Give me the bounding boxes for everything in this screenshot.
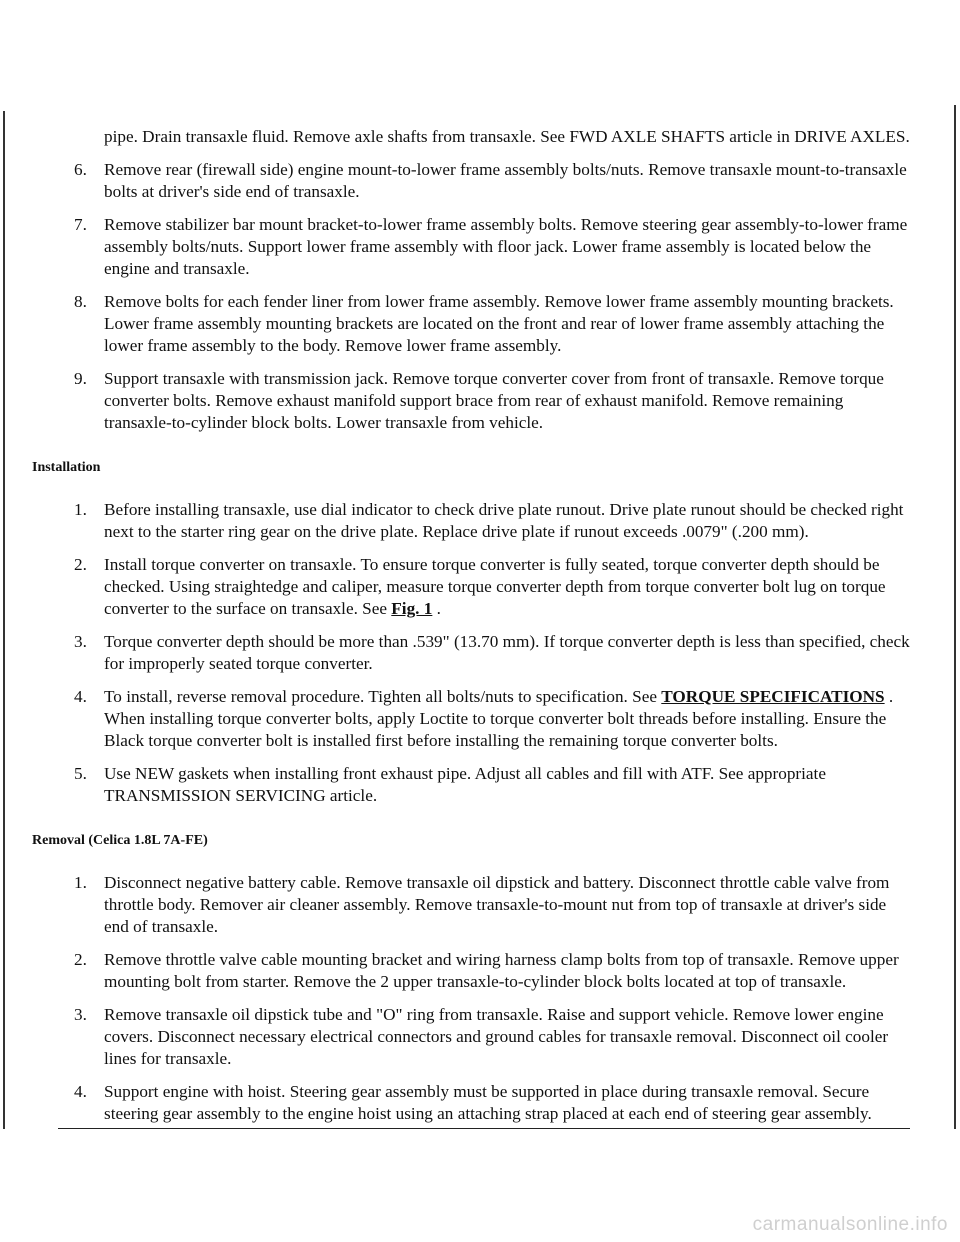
- step-number: 1.: [74, 500, 87, 519]
- celica-removal-step: [32, 949, 912, 993]
- removal-step: [32, 159, 912, 203]
- fig-1-link[interactable]: Fig. 1: [391, 599, 433, 618]
- celica-removal-step: [32, 1004, 912, 1070]
- celica-removal-step: [32, 872, 912, 938]
- removal-step: [32, 291, 912, 357]
- installation-step: [32, 499, 912, 543]
- site-watermark: carmanualsonline.info: [752, 1214, 948, 1235]
- step-number: 6.: [74, 160, 87, 179]
- installation-step: [32, 763, 912, 807]
- installation-step: [32, 631, 912, 675]
- step-text: Remove bolts for each fender liner from lower frame assembly. Remove lower frame assembly mounting brackets. Lower frame assembly mounting brackets are located on the front and rear of lower frame assembly attaching the lower frame assembly to the body. Remove lower frame assembly.: [104, 292, 894, 355]
- step-text: Support engine with hoist. Steering gear assembly must be supported in place during transaxle removal. Secure steering gear assembly to the engine hoist using an attaching strap placed at each end of steering gear assembly.: [104, 1082, 872, 1123]
- step-number: 9.: [74, 369, 87, 388]
- page-bottom-rule: [58, 1128, 910, 1129]
- installation-step: [32, 686, 912, 752]
- step-text-end: .: [432, 599, 441, 618]
- step-text-end: . When installing torque converter bolts, apply Loctite to torque converter bolt threads before installing. Ensure the Black torque converter bolt is installed first before installing the remaining torque converter bolts.: [104, 687, 894, 750]
- step-number: 2.: [74, 950, 87, 969]
- celica-removal-step: [32, 1081, 912, 1125]
- page-left-border: [3, 111, 5, 1129]
- installation-heading: Installation: [32, 460, 101, 475]
- step-text: Disconnect negative battery cable. Remove transaxle oil dipstick and battery. Disconnect throttle cable valve from throttle body. Remover air cleaner assembly. Remove transaxle-to-mount nut from top of transaxle at driver's side end of transaxle.: [104, 873, 890, 936]
- step-number: 5.: [74, 764, 87, 783]
- step-text: Remove throttle valve cable mounting bracket and wiring harness clamp bolts from top of transaxle. Remove upper mounting bolt from starter. Remove the 2 upper transaxle-to-cylinder block bolts located at top of transaxle.: [104, 950, 899, 991]
- step-text: Support transaxle with transmission jack. Remove torque converter cover from front of transaxle. Remove torque converter bolts. Remove exhaust manifold support brace from rear of exhaust manifold. Remove remaining transaxle-to-cylinder block bolts. Lower transaxle from vehicle.: [104, 369, 884, 432]
- step-text: Remove stabilizer bar mount bracket-to-lower frame assembly bolts. Remove steering gear assembly-to-lower frame assembly bolts/nuts. Support lower frame assembly with floor jack. Lower frame assembly is located below the engine and transaxle.: [104, 215, 908, 278]
- step-number: 2.: [74, 555, 87, 574]
- step-number: 3.: [74, 1005, 87, 1024]
- step-number: 1.: [74, 873, 87, 892]
- step-number: 4.: [74, 687, 87, 706]
- step-number: 3.: [74, 632, 87, 651]
- step-text: Use NEW gaskets when installing front exhaust pipe. Adjust all cables and fill with ATF. See appropriate TRANSMISSION SERVICING article.: [104, 764, 826, 805]
- step-text: Install torque converter on transaxle. To ensure torque converter is fully seated, torque converter depth should be checked. Using straightedge and caliper, measure torque converter depth from torque converter bolt lug on torque converter to the surface on transaxle. See: [104, 555, 886, 618]
- torque-specifications-link[interactable]: TORQUE SPECIFICATIONS: [661, 687, 885, 706]
- step-text: Remove rear (firewall side) engine mount-to-lower frame assembly bolts/nuts. Remove transaxle mount-to-transaxle bolts at driver's side end of transaxle.: [104, 160, 907, 201]
- step-number: 8.: [74, 292, 87, 311]
- step-number: 4.: [74, 1082, 87, 1101]
- step-text: Before installing transaxle, use dial indicator to check drive plate runout. Drive plate runout should be checked right next to the starter ring gear on the drive plate. Replace drive plate if runout exceeds .0079" (.200 mm).: [104, 500, 904, 541]
- step-text: Remove transaxle oil dipstick tube and "O" ring from transaxle. Raise and support vehicle. Remove lower engine covers. Disconnect necessary electrical connectors and ground cables for transaxle removal. Disconnect oil cooler lines for transaxle.: [104, 1005, 889, 1068]
- step-number: 7.: [74, 215, 87, 234]
- step-text: Torque converter depth should be more than .539" (13.70 mm). If torque converter depth is less than specified, check for improperly seated torque converter.: [104, 632, 910, 673]
- installation-step: [32, 554, 912, 620]
- page-right-border: [954, 105, 956, 1129]
- removal-step: [32, 214, 912, 280]
- celica-removal-heading: Removal (Celica 1.8L 7A-FE): [32, 833, 208, 848]
- removal-step: [32, 368, 912, 434]
- intro-continuation: pipe. Drain transaxle fluid. Remove axle shafts from transaxle. See FWD AXLE SHAFTS article in DRIVE AXLES.: [104, 127, 910, 146]
- step-text: To install, reverse removal procedure. Tighten all bolts/nuts to specification. See: [104, 687, 662, 706]
- document-body: [32, 126, 912, 1128]
